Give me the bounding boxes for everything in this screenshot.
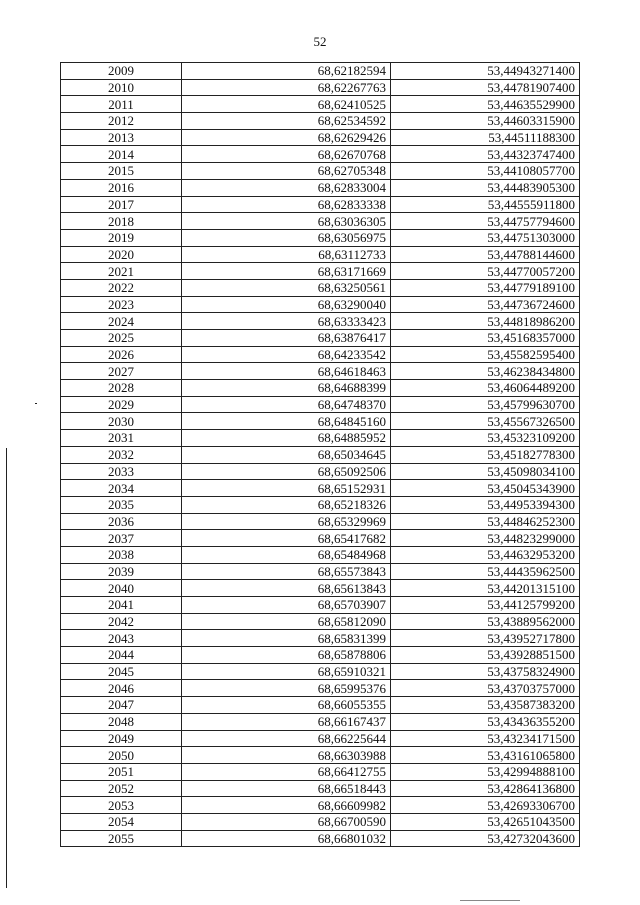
x-value-cell: 68,62670768 <box>182 146 391 163</box>
table-row <box>61 446 580 463</box>
table-row <box>61 613 580 630</box>
year-cell: 2046 <box>61 680 182 697</box>
page-number: 52 <box>313 34 327 49</box>
x-value-cell: 68,62534592 <box>182 113 391 130</box>
table-row <box>61 96 580 113</box>
x-value-cell: 68,65417682 <box>182 530 391 547</box>
table-row <box>61 830 580 847</box>
year-cell: 2019 <box>61 229 182 246</box>
table-row <box>61 63 580 80</box>
year-cell: 2009 <box>61 63 182 80</box>
year-cell: 2021 <box>61 263 182 280</box>
x-value-cell: 68,64618463 <box>182 363 391 380</box>
year-cell: 2010 <box>61 79 182 96</box>
table-row <box>61 663 580 680</box>
x-value-cell: 68,63112733 <box>182 246 391 263</box>
table-row <box>61 780 580 797</box>
year-cell: 2052 <box>61 780 182 797</box>
y-value-cell: 53,44635529900 <box>391 96 580 113</box>
y-value-cell: 53,44435962500 <box>391 563 580 580</box>
year-cell: 2031 <box>61 430 182 447</box>
year-cell: 2024 <box>61 313 182 330</box>
year-cell: 2023 <box>61 296 182 313</box>
table-row <box>61 480 580 497</box>
x-value-cell: 68,63056975 <box>182 229 391 246</box>
x-value-cell: 68,66609982 <box>182 797 391 814</box>
table-row <box>61 763 580 780</box>
table-row <box>61 313 580 330</box>
x-value-cell: 68,66518443 <box>182 780 391 797</box>
y-value-cell: 53,44511188300 <box>391 129 580 146</box>
table-row <box>61 346 580 363</box>
year-cell: 2049 <box>61 730 182 747</box>
x-value-cell: 68,66055355 <box>182 697 391 714</box>
table-row <box>61 813 580 830</box>
x-value-cell: 68,65218326 <box>182 496 391 513</box>
y-value-cell: 53,44323747400 <box>391 146 580 163</box>
year-cell: 2044 <box>61 647 182 664</box>
x-value-cell: 68,65484968 <box>182 546 391 563</box>
year-cell: 2047 <box>61 697 182 714</box>
year-cell: 2038 <box>61 546 182 563</box>
x-value-cell: 68,66700590 <box>182 813 391 830</box>
table-row <box>61 747 580 764</box>
y-value-cell: 53,45168357000 <box>391 330 580 347</box>
year-cell: 2040 <box>61 580 182 597</box>
year-cell: 2035 <box>61 496 182 513</box>
y-value-cell: 53,44632953200 <box>391 546 580 563</box>
y-value-cell: 53,44781907400 <box>391 79 580 96</box>
x-value-cell: 68,65613843 <box>182 580 391 597</box>
x-value-cell: 68,62833004 <box>182 179 391 196</box>
x-value-cell: 68,63036305 <box>182 213 391 230</box>
year-cell: 2022 <box>61 279 182 296</box>
y-value-cell: 53,46064489200 <box>391 380 580 397</box>
y-value-cell: 53,43928851500 <box>391 647 580 664</box>
year-cell: 2018 <box>61 213 182 230</box>
y-value-cell: 53,44108057700 <box>391 163 580 180</box>
year-cell: 2026 <box>61 346 182 363</box>
table-row <box>61 246 580 263</box>
year-cell: 2033 <box>61 463 182 480</box>
x-value-cell: 68,66303988 <box>182 747 391 764</box>
y-value-cell: 53,45098034100 <box>391 463 580 480</box>
y-value-cell: 53,43234171500 <box>391 730 580 747</box>
year-cell: 2036 <box>61 513 182 530</box>
table-row <box>61 363 580 380</box>
y-value-cell: 53,44757794600 <box>391 213 580 230</box>
table-row <box>61 79 580 96</box>
table-row <box>61 279 580 296</box>
y-value-cell: 53,44788144600 <box>391 246 580 263</box>
x-value-cell: 68,64233542 <box>182 346 391 363</box>
table-row <box>61 513 580 530</box>
x-value-cell: 68,64885952 <box>182 430 391 447</box>
year-cell: 2041 <box>61 597 182 614</box>
year-cell: 2016 <box>61 179 182 196</box>
table-row <box>61 263 580 280</box>
table-row <box>61 730 580 747</box>
year-cell: 2020 <box>61 246 182 263</box>
y-value-cell: 53,42994888100 <box>391 763 580 780</box>
table-row <box>61 597 580 614</box>
table-row <box>61 697 580 714</box>
table-row <box>61 530 580 547</box>
table-row <box>61 146 580 163</box>
table-row <box>61 630 580 647</box>
y-value-cell: 53,44555911800 <box>391 196 580 213</box>
y-value-cell: 53,45045343900 <box>391 480 580 497</box>
table-row <box>61 330 580 347</box>
x-value-cell: 68,62267763 <box>182 79 391 96</box>
table-row <box>61 713 580 730</box>
year-cell: 2011 <box>61 96 182 113</box>
year-cell: 2032 <box>61 446 182 463</box>
year-cell: 2054 <box>61 813 182 830</box>
y-value-cell: 53,46238434800 <box>391 363 580 380</box>
year-cell: 2053 <box>61 797 182 814</box>
x-value-cell: 68,66225644 <box>182 730 391 747</box>
year-cell: 2048 <box>61 713 182 730</box>
x-value-cell: 68,63290040 <box>182 296 391 313</box>
year-cell: 2050 <box>61 747 182 764</box>
year-cell: 2034 <box>61 480 182 497</box>
scan-edge-left <box>6 448 7 888</box>
x-value-cell: 68,62410525 <box>182 96 391 113</box>
x-value-cell: 68,64845160 <box>182 413 391 430</box>
y-value-cell: 53,43436355200 <box>391 713 580 730</box>
x-value-cell: 68,65831399 <box>182 630 391 647</box>
table-row <box>61 179 580 196</box>
year-cell: 2028 <box>61 380 182 397</box>
year-cell: 2027 <box>61 363 182 380</box>
y-value-cell: 53,43161065800 <box>391 747 580 764</box>
x-value-cell: 68,66412755 <box>182 763 391 780</box>
y-value-cell: 53,42693306700 <box>391 797 580 814</box>
x-value-cell: 68,63171669 <box>182 263 391 280</box>
table-row <box>61 496 580 513</box>
table-row <box>61 413 580 430</box>
table-row <box>61 647 580 664</box>
table-row <box>61 129 580 146</box>
table-row <box>61 296 580 313</box>
x-value-cell: 68,65573843 <box>182 563 391 580</box>
scan-edge-bottom <box>460 900 520 901</box>
y-value-cell: 53,44751303000 <box>391 229 580 246</box>
year-cell: 2043 <box>61 630 182 647</box>
table-row <box>61 797 580 814</box>
y-value-cell: 53,45799630700 <box>391 396 580 413</box>
x-value-cell: 68,62705348 <box>182 163 391 180</box>
table-row <box>61 213 580 230</box>
year-cell: 2025 <box>61 330 182 347</box>
x-value-cell: 68,62833338 <box>182 196 391 213</box>
year-cell: 2030 <box>61 413 182 430</box>
year-cell: 2039 <box>61 563 182 580</box>
x-value-cell: 68,64688399 <box>182 380 391 397</box>
x-value-cell: 68,64748370 <box>182 396 391 413</box>
table-row <box>61 430 580 447</box>
y-value-cell: 53,43889562000 <box>391 613 580 630</box>
x-value-cell: 68,65034645 <box>182 446 391 463</box>
y-value-cell: 53,43952717800 <box>391 630 580 647</box>
year-cell: 2029 <box>61 396 182 413</box>
x-value-cell: 68,66167437 <box>182 713 391 730</box>
x-value-cell: 68,63876417 <box>182 330 391 347</box>
x-value-cell: 68,65152931 <box>182 480 391 497</box>
table-row <box>61 196 580 213</box>
x-value-cell: 68,65092506 <box>182 463 391 480</box>
y-value-cell: 53,44943271400 <box>391 63 580 80</box>
y-value-cell: 53,44201315100 <box>391 580 580 597</box>
y-value-cell: 53,44770057200 <box>391 263 580 280</box>
x-value-cell: 68,63333423 <box>182 313 391 330</box>
year-cell: 2014 <box>61 146 182 163</box>
y-value-cell: 53,44603315900 <box>391 113 580 130</box>
y-value-cell: 53,44483905300 <box>391 179 580 196</box>
x-value-cell: 68,62182594 <box>182 63 391 80</box>
y-value-cell: 53,43758324900 <box>391 663 580 680</box>
x-value-cell: 68,65878806 <box>182 647 391 664</box>
y-value-cell: 53,44779189100 <box>391 279 580 296</box>
x-value-cell: 68,65329969 <box>182 513 391 530</box>
y-value-cell: 53,43703757000 <box>391 680 580 697</box>
table-row <box>61 163 580 180</box>
y-value-cell: 53,45582595400 <box>391 346 580 363</box>
y-value-cell: 53,42732043600 <box>391 830 580 847</box>
year-cell: 2037 <box>61 530 182 547</box>
x-value-cell: 68,63250561 <box>182 279 391 296</box>
x-value-cell: 68,66801032 <box>182 830 391 847</box>
year-cell: 2012 <box>61 113 182 130</box>
y-value-cell: 53,42651043500 <box>391 813 580 830</box>
year-cell: 2015 <box>61 163 182 180</box>
year-cell: 2055 <box>61 830 182 847</box>
table-row <box>61 563 580 580</box>
y-value-cell: 53,45182778300 <box>391 446 580 463</box>
scan-mark <box>35 403 37 404</box>
table-row <box>61 380 580 397</box>
x-value-cell: 68,65703907 <box>182 597 391 614</box>
y-value-cell: 53,44736724600 <box>391 296 580 313</box>
y-value-cell: 53,43587383200 <box>391 697 580 714</box>
coordinates-table <box>60 62 580 847</box>
y-value-cell: 53,42864136800 <box>391 780 580 797</box>
table-body <box>61 63 580 847</box>
table-row <box>61 580 580 597</box>
year-cell: 2017 <box>61 196 182 213</box>
x-value-cell: 68,62629426 <box>182 129 391 146</box>
year-cell: 2045 <box>61 663 182 680</box>
y-value-cell: 53,44818986200 <box>391 313 580 330</box>
y-value-cell: 53,45323109200 <box>391 430 580 447</box>
x-value-cell: 68,65812090 <box>182 613 391 630</box>
table-row <box>61 546 580 563</box>
y-value-cell: 53,44125799200 <box>391 597 580 614</box>
year-cell: 2042 <box>61 613 182 630</box>
year-cell: 2013 <box>61 129 182 146</box>
table-row <box>61 113 580 130</box>
table-row <box>61 680 580 697</box>
y-value-cell: 53,44846252300 <box>391 513 580 530</box>
x-value-cell: 68,65910321 <box>182 663 391 680</box>
table-row <box>61 396 580 413</box>
y-value-cell: 53,45567326500 <box>391 413 580 430</box>
y-value-cell: 53,44953394300 <box>391 496 580 513</box>
table-row <box>61 463 580 480</box>
y-value-cell: 53,44823299000 <box>391 530 580 547</box>
x-value-cell: 68,65995376 <box>182 680 391 697</box>
year-cell: 2051 <box>61 763 182 780</box>
table-row <box>61 229 580 246</box>
